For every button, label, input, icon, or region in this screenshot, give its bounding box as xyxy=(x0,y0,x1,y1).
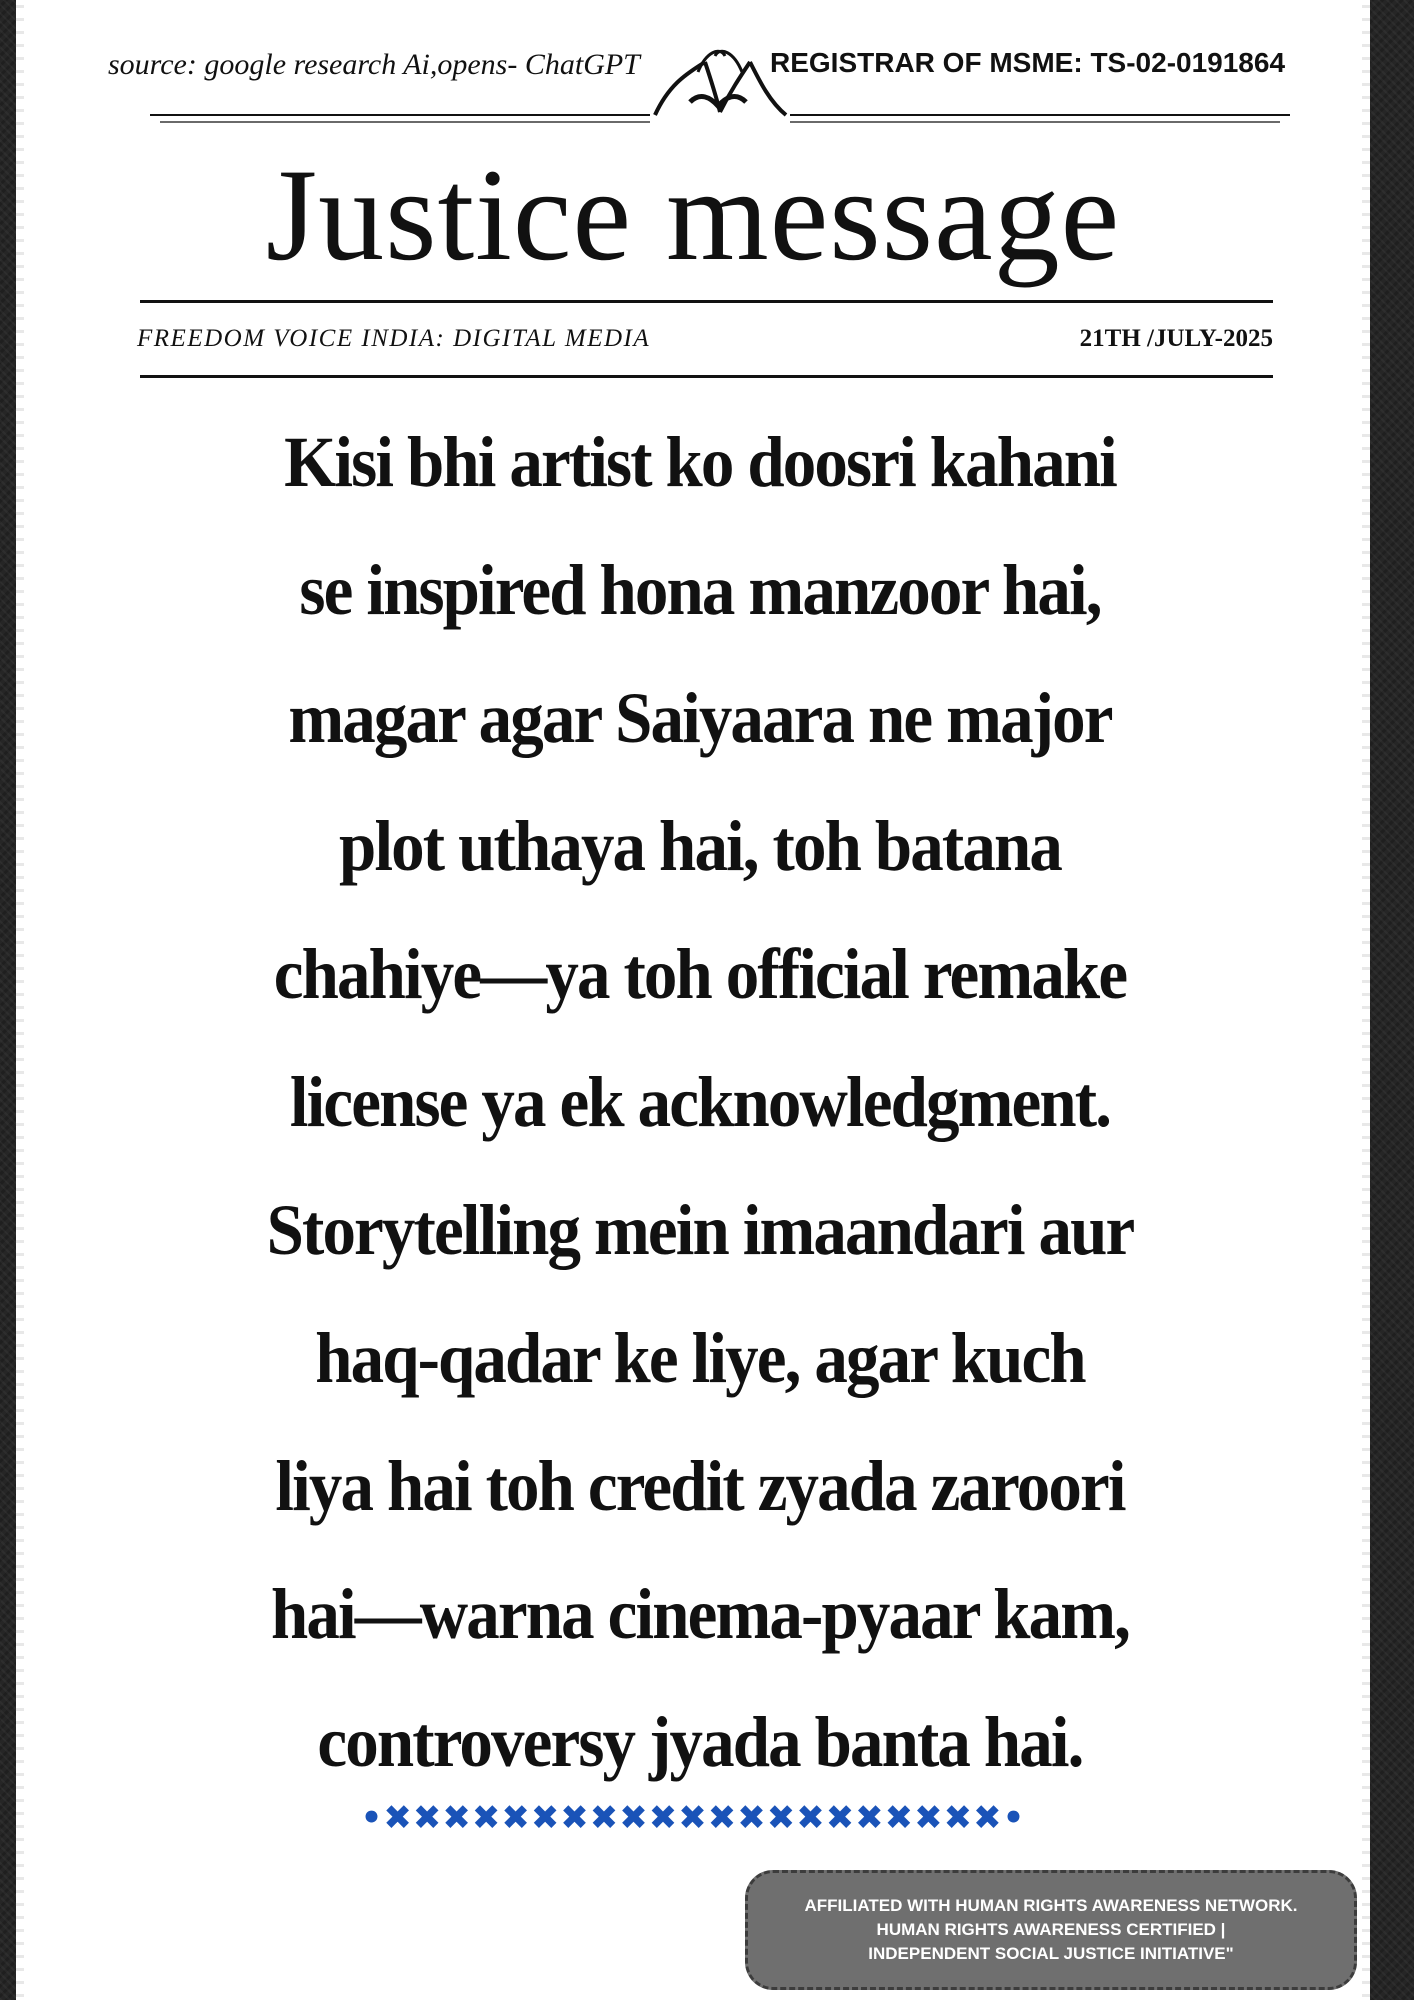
article-line: magar agar Saiyaara ne major xyxy=(288,678,1112,758)
article-line: chahiye—ya toh official remake xyxy=(273,934,1127,1014)
article-line: liya hai toh credit zyada zaroori xyxy=(275,1446,1125,1526)
article-line: controversy jyada banta hai. xyxy=(317,1702,1083,1782)
article-line: license ya ek acknowledgment. xyxy=(289,1062,1111,1142)
article-line: Storytelling mein imaandari aur xyxy=(266,1190,1134,1270)
registrar-number: REGISTRAR OF MSME: TS-02-0191864 xyxy=(770,47,1286,78)
article-line: se inspired hona manzoor hai, xyxy=(299,550,1101,630)
affiliation-badge xyxy=(745,1870,1357,1990)
badge-line: INDEPENDENT SOCIAL JUSTICE INITIATIVE" xyxy=(868,1944,1234,1963)
masthead-rule-bottom xyxy=(140,375,1273,378)
decorative-divider: •✖✖✖✖✖✖✖✖✖✖✖✖✖✖✖✖✖✖✖✖✖• xyxy=(360,1798,1026,1838)
source-credit: source: google research Ai,opens- ChatGPT xyxy=(108,48,640,81)
badge-line: HUMAN RIGHTS AWARENESS CERTIFIED | xyxy=(876,1920,1226,1939)
article-line: hai—warna cinema-pyaar kam, xyxy=(270,1574,1130,1654)
badge-line: AFFILIATED WITH HUMAN RIGHTS AWARENESS NETWORK. xyxy=(804,1896,1298,1915)
masthead-rule-top xyxy=(140,300,1273,303)
masthead-title: Justice message xyxy=(265,141,1121,288)
issue-date: 21TH /JULY-2025 xyxy=(1079,325,1273,352)
newspaper-page xyxy=(20,0,1366,2000)
article-line: Kisi bhi artist ko doosri kahani xyxy=(284,422,1116,502)
publication-tagline: FREEDOM VOICE INDIA: DIGITAL MEDIA xyxy=(137,325,651,352)
article-line: haq-qadar ke liye, agar kuch xyxy=(315,1318,1085,1398)
article-body xyxy=(207,398,1193,1806)
article-line: plot uthaya hai, toh batana xyxy=(339,806,1061,886)
